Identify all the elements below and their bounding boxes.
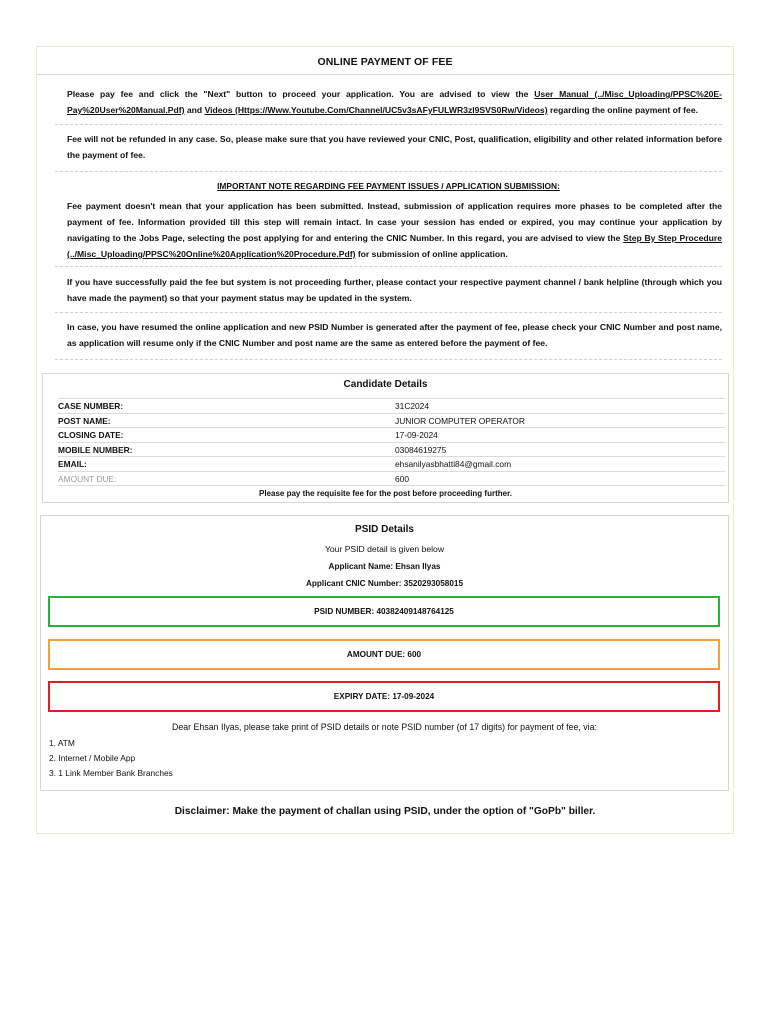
candidate-fee-note: Please pay the requisite fee for the post before proceeding further. — [259, 489, 512, 498]
psid-details-panel — [40, 515, 729, 791]
payment-option-mobile-app: 2. Internet / Mobile App — [49, 753, 136, 763]
applicant-name: Applicant Name: Ehsan Ilyas — [328, 562, 441, 571]
detail-label: POST NAME: — [58, 415, 111, 426]
payment-note-text-1: Fee payment doesn't mean that your application has been submitted. Instead, submission of application requires more phases to be completed after the payment of fee. Information provided till this step will remain intact. In case your session has ended or expired, you may continue your application by navigating to the Jobs Page, selecting the post applying for and entering the CNIC Number. In this regard, you are advised to view the — [67, 201, 722, 243]
intro-text-1: Please pay fee and click the "Next" button to proceed your application. You are advised to view the — [67, 89, 535, 99]
resume-note: In case, you have resumed the online application and new PSID Number is generated after the payment of fee, please check your CNIC Number and post name, as application will resume only if the CNIC Number and post name are the same as entered before the payment of fee. — [67, 322, 722, 348]
applicant-cnic: Applicant CNIC Number: 3520293058015 — [306, 579, 463, 588]
payment-note — [67, 198, 722, 262]
psid-number-card: PSID NUMBER: 40382409148764125 — [48, 596, 720, 627]
detail-value: ehsanilyasbhatti84@gmail.com — [395, 459, 512, 470]
payment-note-text-2: for submission of online application. — [355, 249, 508, 259]
payment-option-atm: 1. ATM — [49, 738, 75, 748]
detail-value: JUNIOR COMPUTER OPERATOR — [395, 415, 525, 426]
detail-value: 600 — [395, 473, 409, 484]
detail-row-email — [58, 456, 725, 471]
intro-text-3: regarding the online payment of fee. — [547, 105, 698, 115]
user-manual-link[interactable]: User Manual (../Misc_Uploading/PPSC%20E-Pay%20User%20Manual.Pdf) — [67, 89, 722, 115]
intro-text-2: and — [184, 105, 205, 115]
detail-row-mobile-number — [58, 442, 725, 457]
detail-label: EMAIL: — [58, 459, 87, 470]
expiry-date-card: EXPIRY DATE: 17-09-2024 — [48, 681, 720, 712]
divider — [55, 124, 722, 125]
divider — [55, 266, 722, 267]
important-note-heading: IMPORTANT NOTE REGARDING FEE PAYMENT ISSUES / APPLICATION SUBMISSION: — [217, 181, 560, 191]
psid-details-title: PSID Details — [355, 524, 414, 535]
amount-due-card: AMOUNT DUE: 600 — [48, 639, 720, 670]
detail-label: MOBILE NUMBER: — [58, 444, 133, 455]
psid-subtitle: Your PSID detail is given below — [324, 544, 445, 554]
candidate-details-title: Candidate Details — [343, 379, 428, 390]
divider — [55, 359, 722, 360]
disclaimer: Disclaimer: Make the payment of challan using PSID, under the option of "GoPb" biller. — [174, 806, 596, 817]
payment-option-bank-branches: 3. 1 Link Member Bank Branches — [49, 768, 173, 778]
detail-row-closing-date — [58, 427, 725, 442]
refund-note: Fee will not be refunded in any case. So, please make sure that you have reviewed your CNIC, Post, qualification, eligibility and other related information before the payment of fee. — [67, 134, 722, 160]
detail-label: CASE NUMBER: — [58, 401, 124, 411]
payment-instructions: Dear Ehsan Ilyas, please take print of PSID details or note PSID number (of 17 digits) for payment of fee, via: — [172, 722, 597, 732]
detail-row-amount-due — [58, 471, 725, 486]
divider — [55, 312, 722, 313]
detail-value: 31C2024 — [395, 401, 429, 411]
candidate-details-panel — [42, 373, 729, 503]
videos-link[interactable]: Videos (Https://Www.Youtube.Com/Channel/UC5v3sAFyFULWR3zl9SVS0Rw/Videos) — [204, 105, 548, 115]
detail-row-post-name — [58, 413, 725, 428]
detail-label: CLOSING DATE: — [58, 430, 124, 441]
candidate-details-table — [58, 398, 725, 486]
step-by-step-procedure-link[interactable]: Step By Step Procedure (../Misc_Uploading/PPSC%20Online%20Application%20Procedure.Pdf) — [67, 233, 722, 259]
title-divider — [37, 74, 733, 75]
page-title: ONLINE PAYMENT OF FEE — [317, 56, 453, 68]
detail-row-case-number — [58, 398, 725, 413]
detail-label: AMOUNT DUE: — [58, 473, 117, 484]
intro-paragraph — [67, 86, 722, 118]
detail-value: 17-09-2024 — [395, 430, 438, 441]
detail-value: 03084619275 — [395, 444, 447, 455]
divider — [55, 171, 722, 172]
helpline-note: If you have successfully paid the fee but system is not proceeding further, please contact your respective payment channel / bank helpline (through which you have made the payment) so that your payment status may be updated in the system. — [67, 277, 722, 303]
